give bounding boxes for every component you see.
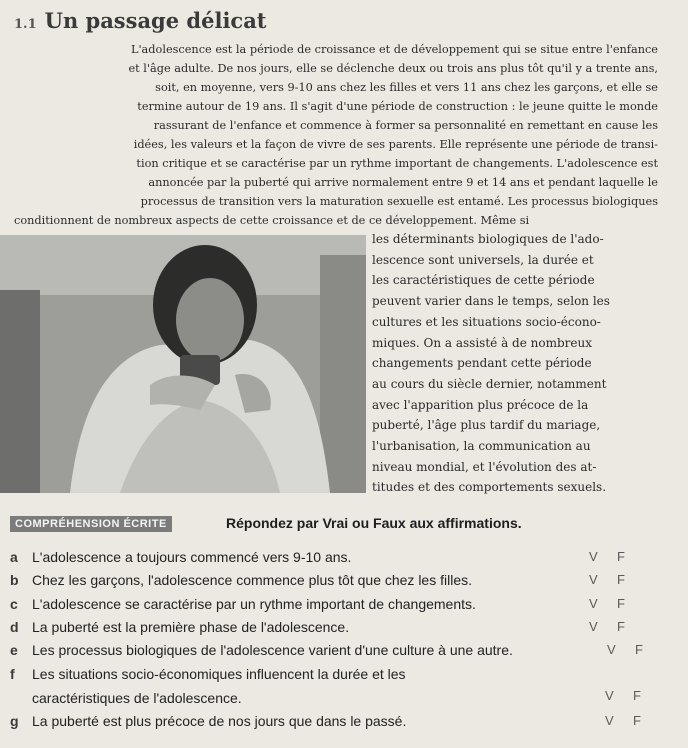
question-letter: a [10,549,18,565]
side-line: puberté, l'âge plus tardif du mariage, [372,418,601,433]
question-text: La puberté est la première phase de l'adolescence. [32,619,350,635]
true-option[interactable]: V [605,713,614,728]
side-line: titudes et des comportements sexuels. [372,480,607,495]
question-c [10,596,476,612]
side-line: avec l'apparition plus précoce de la [372,397,589,412]
side-line: lescence sont universels, la durée et [372,252,594,267]
question-letter: d [10,619,19,635]
true-option[interactable]: V [589,596,598,611]
exercise-instruction: Répondez par Vrai ou Faux aux affirmations. [226,515,522,531]
false-option[interactable]: F [633,688,641,703]
true-option[interactable]: V [605,688,614,703]
intro-line: soit, en moyenne, vers 9-10 ans chez les filles et vers 11 ans chez les garçons, et elle se [155,81,658,94]
question-text: L'adolescence se caractérise par un rythme important de changements. [32,596,476,612]
section-number: 1.1 [14,17,37,32]
question-f-continued [32,690,242,706]
side-line: au cours du siècle dernier, notamment [372,376,607,391]
true-option[interactable]: V [589,619,598,634]
question-g [10,713,407,729]
intro-line: annoncée par la puberté qui arrive normalement entre 9 et 14 ans et pendant laquelle le [148,176,658,189]
true-false-choice-b [589,572,645,587]
teen-with-phone-photo [0,235,366,493]
side-line: les déterminants biologiques de l'ado- [372,232,604,246]
false-option[interactable]: F [617,596,625,611]
true-option[interactable]: V [607,642,616,657]
exercise-label: COMPRÉHENSION ÉCRITE [10,516,172,532]
false-option[interactable]: F [617,549,625,564]
intro-line: et l'âge adulte. De nos jours, elle se déclenche deux ou trois ans plus tôt qu'il y a trente ans, [128,62,658,75]
question-letter: e [10,642,18,658]
side-line: les caractéristiques de cette période [372,273,595,288]
intro-line: processus de transition vers la maturation sexuelle est entamé. Les processus biologiques [140,195,658,208]
question-d [10,619,350,635]
intro-paragraph [14,40,658,230]
true-false-choice-g [605,713,661,728]
intro-line: conditionnent de nombreux aspects de cette croissance et de ce développement. Même si [14,214,530,227]
side-line: niveau mondial, et l'évolution des at- [372,459,597,474]
question-letter: c [10,596,18,612]
true-false-choice-a [589,549,645,564]
question-letter: f [10,666,15,682]
question-text: Les processus biologiques de l'adolescence varient d'une culture à une autre. [32,642,513,658]
question-text: Chez les garçons, l'adolescence commence plus tôt que chez les filles. [32,572,473,588]
true-option[interactable]: V [589,549,598,564]
question-letter: b [10,572,19,588]
question-a [10,549,352,565]
question-text: caractéristiques de l'adolescence. [32,690,242,706]
intro-line: idées, les valeurs et la façon de vivre de ses parents. Elle représente une période de transi- [133,138,658,151]
section-title [14,8,267,33]
question-e [10,642,513,658]
true-option[interactable]: V [589,572,598,587]
side-paragraph [372,229,642,498]
section-title-text: Un passage délicat [44,8,267,33]
question-letter: g [10,713,19,729]
true-false-choice-d [589,619,645,634]
question-text: L'adolescence a toujours commencé vers 9-10 ans. [32,549,352,565]
side-line: changements pendant cette période [372,356,592,371]
false-option[interactable]: F [633,713,641,728]
question-f [10,666,406,682]
side-line: cultures et les situations socio-écono- [372,314,601,329]
true-false-choice-e [607,642,663,657]
question-text: La puberté est plus précoce de nos jours que dans le passé. [32,713,407,729]
true-false-choice-f [605,688,661,703]
intro-line: rassurant de l'enfance et commence à former sa personnalité en remettant en cause les [153,119,658,132]
false-option[interactable]: F [617,619,625,634]
side-line: peuvent varier dans le temps, selon les [372,294,610,309]
true-false-choice-c [589,596,645,611]
intro-line: tion critique et se caractérise par un rythme important de changements. L'adolescence est [136,157,658,170]
intro-line: L'adolescence est la période de croissance et de développement qui se situe entre l'enfance [130,43,658,56]
false-option[interactable]: F [617,572,625,587]
intro-line: termine autour de 19 ans. Il s'agit d'une période de construction : le jeune quitte le monde [137,100,658,113]
side-line: miques. On a assisté à de nombreux [372,335,592,350]
question-b [10,572,473,588]
question-text: Les situations socio-économiques influencent la durée et les [32,666,406,682]
false-option[interactable]: F [635,642,643,657]
side-line: l'urbanisation, la communication au [372,439,591,454]
